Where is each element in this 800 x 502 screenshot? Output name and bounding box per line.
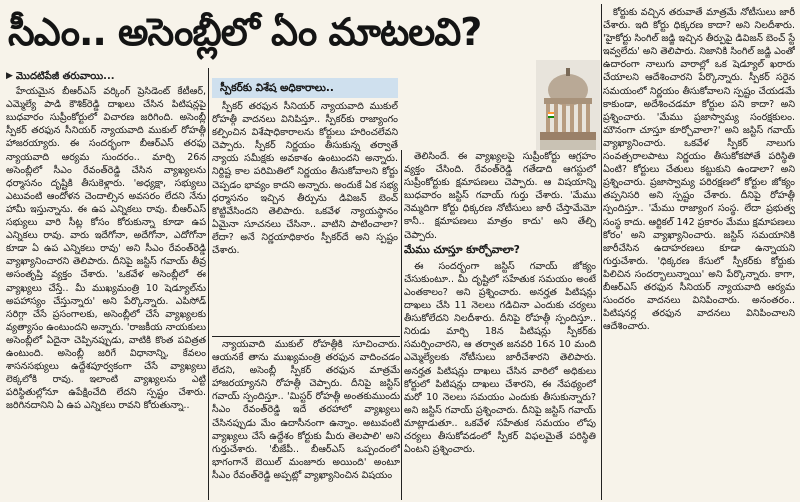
kicker-text: మొదటిపేజీ తరువాయి... [15,71,115,82]
column-divider [401,150,402,500]
arrow-icon: ▶ [6,71,13,81]
column-divider [208,68,209,500]
subheading-should-we-watch: మేము చూస్తూ కూర్చోవాలా? [404,243,520,256]
article-column-4 [603,6,795,500]
column-divider [601,4,602,500]
subheading-speaker-powers: స్పీకర్‌కు విశేష అధికారాలు.. [212,78,398,98]
paragraph: స్పీకర్ తరఫున సీనియర్ న్యాయవాది ముకుల్ రోహత్గీ వాదనలు వినిపిస్తూ.. స్పీకర్‌కు రాజ్యాంగం కల్పించిన విశేషాధికారాలను కోర్టులు హరించలేవని చెప్పారు. స్పీకర్ నిర్ణయం తీసుకున్న తర్వాతే న్యాయ సమీక్షకు అవకాశం ఉంటుందని అన్నారు. నిర్దిష్ట కాల పరిమితిలో నిర్ణయం తీసుకోవాలని కోర్టు చెప్పడం భావ్యం కాదని అన్నారు. అందుకే ఏక సభ్య ధర్మాసనం ఇచ్చిన తీర్పును డివిజన్ బెంచ్ కొట్టివేసిందని తెలిపారు. ఒకవేళ న్యాయస్థానం ఏమైనా సూచనలు చేసినా.. వాటిని పాటించాలా? లేదా? అనే నిర్ణయాధికారం స్పీకర్‌దే అని స్పష్టం చేశారు. [212,101,398,257]
article-column-2 [212,100,398,336]
paragraph: తెలిసిందే. ఈ వ్యాఖ్యలపై సుప్రీంకోర్టు ఆగ్రహం వ్యక్తం చేసింది. రేవంత్‌రెడ్డి గతేడాది ఆగస్టులో సుప్రీంకోర్టుకు క్షమాపణలు చెప్పారు. ఆ విషయాన్ని బుధవారం జస్టిస్ గవాయ్ గుర్తు చేశారు. 'మేము నెమ్మదిగా కోర్టు ధిక్కరణ నోటీసులు జారీ చేస్తామేమో కానీ.. క్షమాపణలు మాత్రం కాదు' అని తేల్చి చెప్పారు. [404,151,596,241]
paragraph: హేయమైన బీఆర్ఎస్ వర్కింగ్ ప్రెసిడెంట్ కేటీఆర్, ఎమ్మెల్యే పాడి కౌశిక్‌రెడ్డి దాఖలు చేసిన పిటిషన్లపై బుధవారం సుప్రీంకోర్టులో విచారణ జరిగింది. అసెంబ్లీ స్పీకర్ తరఫున సీనియర్ న్యాయవాది ముకుల్ రోహత్గీ హాజరయ్యారు. ఈ సందర్భంగా బీఆర్ఎస్ తరఫు న్యాయవాది ఆర్యమ సుందరం.. మార్చి 26న అసెంబ్లీలో సీఎం రేవంత్‌రెడ్డి చేసిన వ్యాఖ్యలను ధర్మాసనం దృష్టికి తీసుకెళ్లారు. 'అధ్యక్షా, సభ్యులు ఎటువంటి ఆందోళన చెందాల్సిన అవసరం లేదని నేను హామీ ఇస్తున్నాను. ఈ ఉప ఎన్నికలు రావు. బీఆర్ఎస్ సభ్యులు వారి సీట్ల కోసం కోరుకున్నా కూడా ఉప ఎన్నికలు రావు. వారు ఇదేగోనా, అదేగోనా, ఎదోగోనా కూడా ఏ ఉప ఎన్నికలు రావు' అని సీఎం రేవంత్‌రెడ్డి వ్యాఖ్యానించారని తెలిపారు. దీనిపై జస్టిస్ గవాయ్ తీవ్ర అసంతృప్తి వ్యక్తం చేశారు. 'ఒకవేళ అసెంబ్లీలో ఈ వ్యాఖ్యలు చేస్తే.. మీ ముఖ్యమంత్రి 10 షెడ్యూల్‌ను అపహాస్యం చేస్తున్నారు' అని పేర్కొన్నారు. ఎపిసోడ్ సరిగ్గా చేసే ప్రసంగాలకు, అసెంబ్లీలో చేసే వ్యాఖ్యలకు వ్యత్యాసం ఉంటుందని అన్నారు. 'రాజకీయ నాయకులు అసెంబ్లీలో ఏదైనా చెప్పినప్పుడు, వాటికి కొంత పవిత్రత ఉంటుంది. అసెంబ్లీ జరిగే విధానాన్ని, కేవలం శాసనసభ్యులు ఉద్దేశపూర్వకంగా చేసే వ్యాఖ్యలు లెక్కలోకి రావు. ఇలాంటి వ్యాఖ్యలను ఎట్టి పరిస్థితుల్లోనూ ఉపేక్షించేది లేదని స్పష్టం చేశారు. జరిగినదానిని ఏ ఉప ఎన్నికలు రావని కోరుతున్నా.. [6,86,206,412]
continuation-kicker [6,70,206,83]
paragraph: కోర్టుకు వచ్చిన తరువాతే మాత్రమే నోటీసులు జారీ చేశారు. ఇది కోర్టు ధిక్కరణ కాదా? అని నిలదీశారు. 'హైకోర్టు సింగిల్ జడ్జి ఇచ్చిన తీర్పుపై డివిజన్ బెంచ్ స్టే ఇవ్వలేదు' అని తెలిపారు. నిజానికి సింగిల్ జడ్జి ఎంతో ఉదారంగా నాలుగు వారాల్లో ఒక షెడ్యూల్ ఖరారు చేయాలని ఆదేశించారని పేర్కొన్నారు. స్పీకర్ సరైన సమయంలో నిర్ణయం తీసుకోవాలని స్పష్టం చేయడమే కాకుండా, అదేశించడమా కోర్టుల పని కాదా? అని ప్రశ్నించారు. 'మేము ప్రజాస్వామ్య సంరక్షకులం. మౌనంగా చూస్తూ కూర్చోవాలా?' అని జస్టిస్ గవాయ్ వ్యాఖ్యానించారు. ఒకవేళ స్పీకర్ నాలుగు సంవత్సరాలపాటు నిర్ణయం తీసుకోకపోతే పరిస్థితి ఏంటి? కోర్టులు చేతులు కట్టుకుని ఉండాలా? అని ప్రశ్నించారు. ప్రజాస్వామ్య పరిరక్షణలో కోర్టుల జోక్యం తప్పనిసరి అని స్పష్టం చేశారు. దీనిపై రోహత్గీ స్పందిస్తూ.. 'మేము రాజ్యాంగ సంస్థ. లేదా ప్రభుత్వ సంస్థ కాదు. ఆర్టికల్ 142 ప్రకారం మేము క్షమాపణలు కోరం' అని వ్యాఖ్యానించారు. జస్టిస్ సమయానికి జారీచేసిన ఉదాహరణలు కూడా ఉన్నాయని గుర్తుచేశారు. 'ధిక్కరణ కేసులో స్పీకర్‌కు కోర్టుకు పిలిచిన సందర్భాలున్నాయి' అని పేర్కొన్నారు. కాగా, బీఆర్ఎస్ తరఫున సీనియర్ న్యాయవాది ఆర్యమ సుందరం వాదనలు వినిపించారు. అనంతరం.. పిటిషనర్ల తరఫున వాదనలు వినిపించాలని ఆదేశించారు. [603,7,795,333]
article-column-1 [6,70,206,500]
article-column-3 [404,150,596,500]
paragraph: న్యాయవాది ముకుల్ రోహత్గీకి సూచించారు. ఆయనకే తాను ముఖ్యమంత్రి తరఫున వాదించడం లేదని, అసెంబ్లీ స్పీకర్ తరఫున మాత్రమే హాజరయ్యానని రోహత్గీ చెప్పారు. దీనిపై జస్టిస్ గవాయ్ స్పందిస్తూ.. 'మిస్టర్ రోహత్గీ అంతకుముందు సీఎం రేవంత్‌రెడ్డి ఇదే తరహాలో వ్యాఖ్యలు చేసినప్పుడు మేం ఉదాసీనంగా ఉన్నాం. అటువంటి వ్యాఖ్యలు చేసే ఉద్దేశం కోర్టుకు మీరు తెలపాలి' అని గుర్తుచేశారు. 'బీజేపీ.. బీఆర్ఎస్ ఒప్పందంలో భాగంగానే బెయిల్ మంజూరు అయింది' అంటూ సీఎం రేవంత్‌రెడ్డి అప్పట్లో వ్యాఖ్యానించిన విషయం [212,339,400,481]
headline: సీఎం.. అసెంబ్లీలో ఏం మాటలవి? [8,10,482,54]
paragraph: ఈ సందర్భంగా జస్టిస్ గవాయ్ జోక్యం చేసుకుంటూ.. మీ దృష్టిలో సహేతుక సమయం అంటే ఎంతకాలం? అని ప్రశ్నించారు. అనర్హత పిటిషన్లు దాఖలు చేసి 11 నెలలు గడిచినా ఎందుకు చర్యలు తీసుకోలేదని నిలదీశారు. దీనిపై రోహత్గీ స్పందిస్తూ.. నిరుడు మార్చి 18న పిటిషన్లు స్పీకర్‌కు సమర్పించారని, ఆ తర్వాత జనవరి 16న 10 మంది ఎమ్మెల్యేలకు నోటీసులు జారీచేశారని తెలిపారు. అనర్హత పిటిషన్లు దాఖలు చేసిన వారిలో అధికులు కోర్టులో పిటిషన్లు దాఖలు చేశారని, ఈ నేపథ్యంలో మరో 10 నెలలు సమయం ఎందుకు తీసుకున్నారు? అని జస్టిస్ గవాయ్ ప్రశ్నించారు. దీనిపై జస్టిస్ గవాయ్ మాట్లాడుతూ.. ఒకవేళ సహేతుక సమయం లోపు చర్యలు తీసుకోవడంలో స్పీకర్ విఫలమైతే పరిస్థితి ఏంటని ప్రశ్నించారు. [404,260,596,456]
section-divider [212,336,400,337]
supreme-court-image [536,60,600,150]
article-column-2-lower [212,338,400,500]
